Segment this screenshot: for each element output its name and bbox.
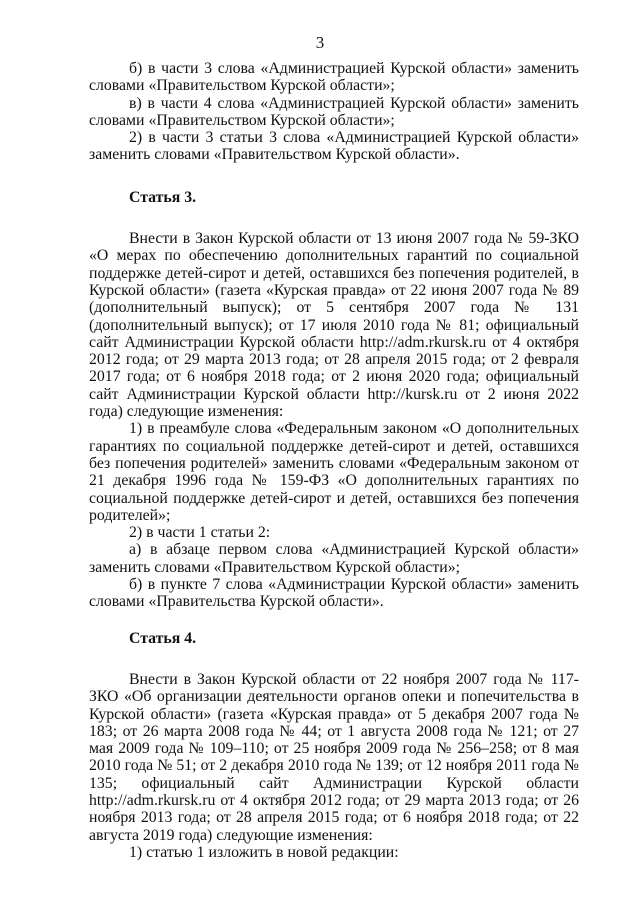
article-4-intro: Внести в Закон Курской области от 22 ноября 2007 года № 117-ЗКО «Об организации деятельности органов опеки и попечительства в Курской области» (газета «Курская правда» от 5 декабря 2007 года № 183; от 26 марта 2008 года № 44; от 1 августа 2008 года № 121; от 27 мая 2009 года № 109–110; от 25 ноября 2009 года № 256–258; от 8 мая 2010 года № 51; от 2 декабря 2010 года № 139; от 12 ноября 2011 года № 135; официальный сайт Администрации Курской области http://adm.rkursk.ru от 4 октября 2012 года; от 29 марта 2013 года; от 26 ноября 2013 года; от 28 апреля 2015 года; от 6 ноября 2018 года; от 22 августа 2019 года) следующие изменения:	[89, 670, 579, 844]
article-3-item-2: 2) в части 1 статьи 2:	[129, 524, 271, 542]
page-number: 3	[315, 33, 325, 52]
article-3-item-2b: б) в пункте 7 слова «Администрации Курской области» заменить словами «Правительства Курской области».	[89, 576, 579, 611]
article-4-heading: Статья 4.	[129, 629, 197, 647]
paragraph-v-part-4: в) в части 4 слова «Администрацией Курской области» заменить словами «Правительством Курской области»;	[89, 94, 579, 129]
article-3-item-1: 1) в преамбуле слова «Федеральным законом «О дополнительных гарантиях по социальной поддержке детей-сирот и детей, оставшихся без попечения родителей» заменить словами «Федеральным законом от 21 декабря 1996 года № 159-ФЗ «О дополнительных гарантиях по социальной поддержке детей-сирот и детей, оставшихся без попечения родителей»;	[89, 420, 579, 524]
article-3-heading: Статья 3.	[129, 188, 197, 206]
document-body	[89, 60, 579, 861]
article-3-intro: Внести в Закон Курской области от 13 июня 2007 года № 59-ЗКО «О мерах по обеспечению дополнительных гарантий по социальной поддержке детей-сирот и детей, оставшихся без попечения родителей, в Курской области» (газета «Курская правда» от 22 июня 2007 года № 89 (дополнительный выпуск); от 5 сентября 2007 года № 131 (дополнительный выпуск); от 17 июля 2010 года № 81; официальный сайт Администрации Курской области http://adm.rkursk.ru от 4 октября 2012 года; от 29 марта 2013 года; от 28 апреля 2015 года; от 2 февраля 2017 года; от 6 ноября 2018 года; от 2 июня 2020 года; официальный сайт Администрации Курской области http://kursk.ru от 2 июня 2022 года) следующие изменения:	[89, 230, 579, 421]
paragraph-b-part-3: б) в части 3 слова «Администрацией Курской области» заменить словами «Правительством Курской области»;	[89, 60, 579, 95]
article-3-item-2a: а) в абзаце первом слова «Администрацией Курской области» заменить словами «Правительством Курской области»;	[89, 541, 579, 576]
paragraph-2-article-3: 2) в части 3 статьи 3 слова «Администрацией Курской области» заменить словами «Правительством Курской области».	[89, 129, 579, 164]
article-4-item-1: 1) статью 1 изложить в новой редакции:	[129, 843, 399, 861]
